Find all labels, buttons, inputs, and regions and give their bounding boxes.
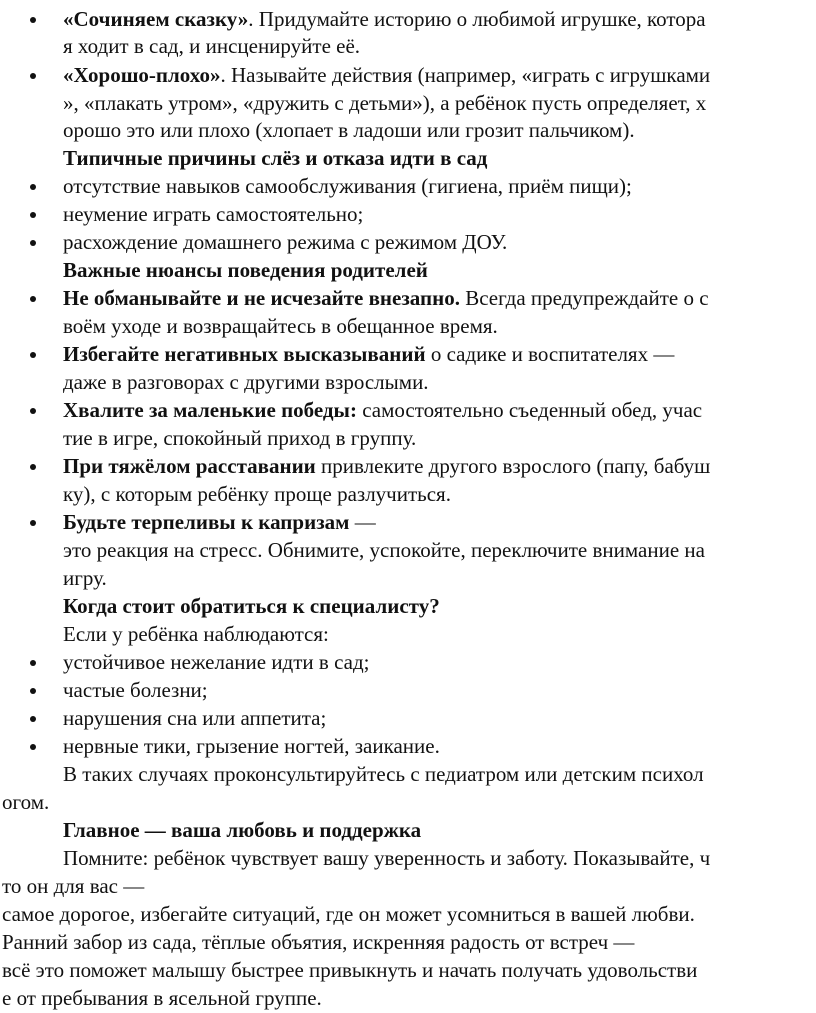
bullet-dot-icon <box>30 184 36 190</box>
text-run: даже в разговорах с другими взрослыми. <box>63 370 429 394</box>
indented-paragraph-line <box>0 761 816 788</box>
bullet-line <box>0 677 816 704</box>
line-text <box>63 201 363 228</box>
bullet-dot-icon <box>30 520 36 526</box>
paragraph-line <box>0 873 816 900</box>
continuation-line <box>0 565 816 592</box>
text-run: расхождение домашнего режима с режимом ДОУ. <box>63 230 508 254</box>
line-text <box>63 173 632 200</box>
text-run: Типичные причины слёз и отказа идти в сад <box>63 146 488 170</box>
bold-lead: «Сочиняем сказку» <box>63 7 249 31</box>
text-run: е от пребывания в ясельной группе. <box>2 986 322 1010</box>
bullet-dot-icon <box>30 296 36 302</box>
line-text <box>2 873 144 900</box>
line-text <box>63 33 360 60</box>
line-text <box>2 985 322 1012</box>
bullet-line <box>0 649 816 676</box>
line-text <box>63 369 429 396</box>
text-run: нарушения сна или аппетита; <box>63 706 327 730</box>
text-run: я ходит в сад, и инсценируйте её. <box>63 34 361 58</box>
text-run: Когда стоит обратиться к специалисту? <box>63 594 440 618</box>
text-run: тие в игре, спокойный приход в группу. <box>63 426 417 450</box>
bold-lead: Хвалите за маленькие победы: <box>63 398 357 422</box>
line-text <box>63 453 710 480</box>
text-run: огом. <box>2 790 50 814</box>
bullet-line <box>0 509 816 536</box>
text-run: ку), с которым ребёнку проще разлучиться. <box>63 482 451 506</box>
text-run: Всегда предупреждайте о с <box>459 286 709 310</box>
bold-lead: Избегайте негативных высказываний <box>63 342 426 366</box>
line-text <box>63 341 674 368</box>
text-run: нервные тики, грызение ногтей, заикание. <box>63 734 440 758</box>
bold-lead: При тяжёлом расставании <box>63 454 316 478</box>
bold-lead: Не обманывайте и не исчезайте внезапно. <box>63 286 460 310</box>
line-text <box>63 6 706 33</box>
line-text <box>63 145 487 172</box>
paragraph-line <box>0 985 816 1012</box>
line-text <box>63 761 704 788</box>
bullet-dot-icon <box>30 688 36 694</box>
line-text <box>63 313 498 340</box>
indented-paragraph-line <box>0 845 816 872</box>
continuation-line <box>0 90 816 117</box>
line-text <box>63 509 376 536</box>
text-run: то он для вас — <box>2 874 145 898</box>
text-run: Главное — ваша любовь и поддержка <box>63 818 422 842</box>
line-text <box>63 62 710 89</box>
text-run: Помните: ребёнок чувствует вашу уверенность и заботу. Показывайте, ч <box>63 846 711 870</box>
line-text <box>63 285 709 312</box>
text-run: . Называйте действия (например, «играть с игрушками <box>220 63 711 87</box>
paragraph-line <box>0 789 816 816</box>
text-run: Если у ребёнка наблюдаются: <box>63 622 329 646</box>
text-run: о садике и воспитателях — <box>425 342 675 366</box>
continuation-line <box>0 537 816 564</box>
bullet-line <box>0 705 816 732</box>
bullet-dot-icon <box>30 744 36 750</box>
bullet-line <box>0 201 816 228</box>
text-run: Важные нюансы поведения родителей <box>63 258 428 282</box>
bullet-line <box>0 397 816 424</box>
line-text <box>63 257 428 284</box>
bullet-line <box>0 285 816 312</box>
text-run: В таких случаях проконсультируйтесь с педиатром или детским психол <box>63 762 704 786</box>
continuation-line <box>0 481 816 508</box>
line-text <box>63 817 421 844</box>
text-run: самое дорогое, избегайте ситуаций, где он может усомниться в вашей любви. <box>2 902 695 926</box>
continuation-line <box>0 369 816 396</box>
line-text <box>2 901 695 928</box>
line-text <box>63 845 710 872</box>
section-heading <box>0 593 816 620</box>
bullet-dot-icon <box>30 464 36 470</box>
text-run: воём уходе и возвращайтесь в обещанное время. <box>63 314 498 338</box>
indented-paragraph-line <box>0 621 816 648</box>
line-text <box>2 929 634 956</box>
line-text <box>63 649 370 676</box>
bullet-line <box>0 6 816 33</box>
section-heading <box>0 257 816 284</box>
continuation-line <box>0 117 816 144</box>
line-text <box>63 425 416 452</box>
line-text <box>63 117 635 144</box>
line-text <box>2 789 49 816</box>
paragraph-line <box>0 957 816 984</box>
line-text <box>63 705 326 732</box>
line-text <box>63 677 208 704</box>
bold-lead: «Хорошо-плохо» <box>63 63 221 87</box>
bullet-dot-icon <box>30 660 36 666</box>
text-run: всё это поможет малышу быстрее привыкнуть и начать получать удовольстви <box>2 958 698 982</box>
bullet-dot-icon <box>30 212 36 218</box>
line-text <box>63 397 702 424</box>
bullet-dot-icon <box>30 716 36 722</box>
text-run: привлеките другого взрослого (папу, бабуш <box>315 454 711 478</box>
continuation-line <box>0 33 816 60</box>
bullet-dot-icon <box>30 17 36 23</box>
bullet-line <box>0 341 816 368</box>
text-run: отсутствие навыков самообслуживания (гигиена, приём пищи); <box>63 174 632 198</box>
line-text <box>63 565 107 592</box>
text-run: частые болезни; <box>63 678 208 702</box>
line-text <box>2 957 697 984</box>
bullet-dot-icon <box>30 73 36 79</box>
section-heading <box>0 145 816 172</box>
paragraph-line <box>0 901 816 928</box>
line-text <box>63 593 440 620</box>
text-run: », «плакать утром», «дружить с детьми»), а ребёнок пусть определяет, х <box>63 91 707 115</box>
line-text <box>63 481 451 508</box>
paragraph-line <box>0 929 816 956</box>
line-text <box>63 733 440 760</box>
line-text <box>63 621 329 648</box>
text-run: — <box>349 510 376 534</box>
text-run: Ранний забор из сада, тёплые объятия, искренняя радость от встреч — <box>2 930 635 954</box>
text-run: игру. <box>63 566 107 590</box>
bullet-line <box>0 453 816 480</box>
text-run: это реакция на стресс. Обнимите, успокойте, переключите внимание на <box>63 538 705 562</box>
bold-lead: Будьте терпеливы к капризам <box>63 510 350 534</box>
continuation-line <box>0 313 816 340</box>
line-text <box>63 90 706 117</box>
text-run: неумение играть самостоятельно; <box>63 202 364 226</box>
text-run: орошо это или плохо (хлопает в ладоши или грозит пальчиком). <box>63 118 635 142</box>
bullet-dot-icon <box>30 240 36 246</box>
text-run: . Придумайте историю о любимой игрушке, котора <box>248 7 706 31</box>
text-run: самостоятельно съеденный обед, учас <box>356 398 703 422</box>
section-heading <box>0 817 816 844</box>
line-text <box>63 229 507 256</box>
bullet-dot-icon <box>30 352 36 358</box>
bullet-line <box>0 173 816 200</box>
line-text <box>63 537 705 564</box>
continuation-line <box>0 425 816 452</box>
bullet-dot-icon <box>30 408 36 414</box>
bullet-line <box>0 229 816 256</box>
bullet-line <box>0 733 816 760</box>
text-run: устойчивое нежелание идти в сад; <box>63 650 370 674</box>
bullet-line <box>0 62 816 89</box>
